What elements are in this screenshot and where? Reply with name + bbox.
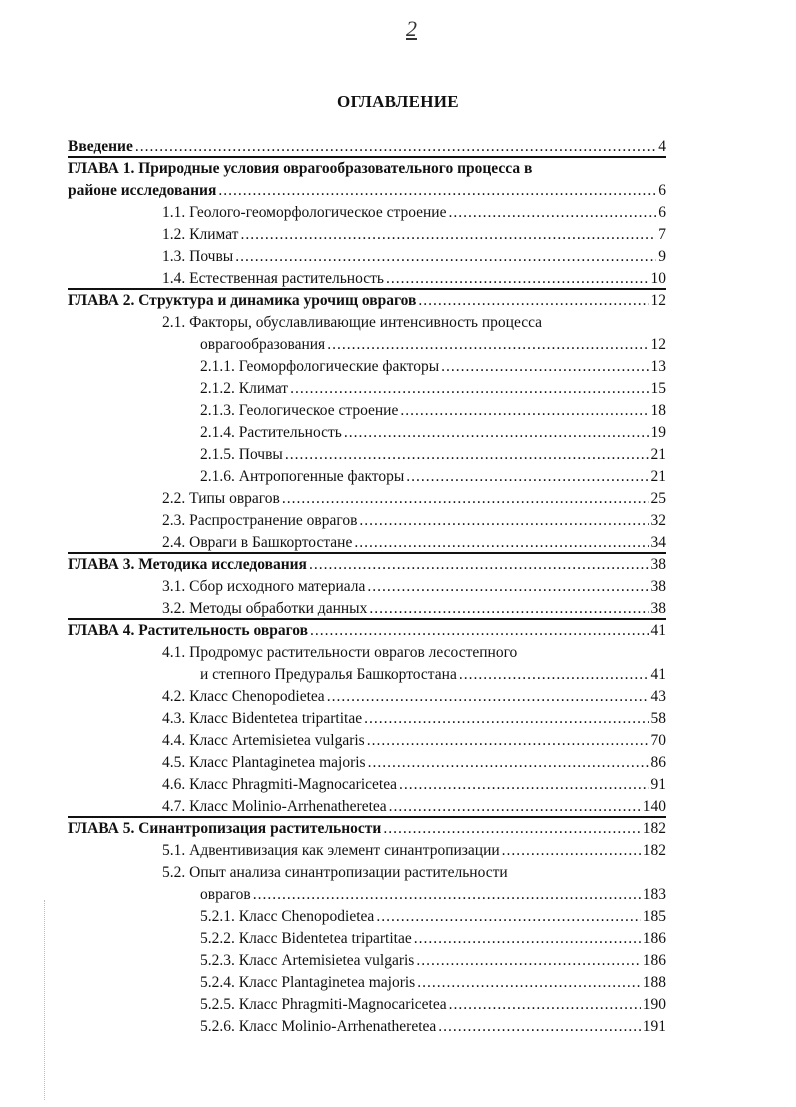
toc-entry-text: 5.2. Опыт анализа синантропизации растительности — [162, 864, 508, 881]
toc-entry-chapter-1-cont — [68, 180, 666, 202]
toc-entry-page: 186 — [642, 930, 666, 947]
toc-entry-text: оврагообразования — [200, 336, 326, 353]
toc-entry-2-1 — [162, 312, 542, 334]
toc-entry-page: 38 — [650, 556, 666, 573]
toc-entry-page: 91 — [650, 776, 666, 793]
toc-entry-text: 5.2.5. Класс Phragmiti-Magnocaricetea — [200, 996, 447, 1013]
toc-entry-text: 4.7. Класс Molinio-Arrhenatheretea — [162, 798, 387, 815]
toc-entry-page: 4 — [658, 138, 666, 155]
toc-entry-text: 5.2.6. Класс Molinio-Arrhenatheretea — [200, 1018, 437, 1035]
toc-entry-text: 2.1.5. Почвы — [200, 446, 283, 463]
toc-entry-text: 5.2.3. Класс Artemisietea vulgaris — [200, 952, 415, 969]
toc-entry-text: 2.1. Факторы, обуславливающие интенсивность процесса — [162, 314, 543, 331]
toc-entry-page: 18 — [650, 402, 666, 419]
toc-entry-text: 4.4. Класс Artemisietea vulgaris — [162, 732, 365, 749]
toc-entry-2-1-1 — [200, 356, 666, 378]
toc-entry-text: ГЛАВА 2. Структура и динамика урочищ оврагов — [68, 292, 417, 309]
toc-entry-page: 183 — [642, 886, 666, 903]
toc-entry-page: 58 — [650, 710, 666, 727]
toc-entry-page: 25 — [650, 490, 666, 507]
toc-entry-text: районе исследования — [68, 182, 217, 199]
toc-entry-2-1-6 — [200, 466, 666, 488]
toc-entry-page: 12 — [650, 336, 666, 353]
toc-entry-page: 6 — [658, 182, 666, 199]
toc-entry-text: 4.1. Продромус растительности оврагов лесостепного — [162, 644, 518, 661]
toc-entry-4-3 — [162, 708, 666, 730]
toc-entry-page: 15 — [650, 380, 666, 397]
toc-entry-page: 10 — [650, 270, 666, 287]
toc-entry-2-2 — [162, 488, 666, 510]
toc-entry-5-2-3 — [200, 950, 666, 972]
toc-entry-3-2 — [162, 598, 666, 620]
toc-entry-4-2 — [162, 686, 666, 708]
toc-entry-page: 188 — [642, 974, 666, 991]
toc-entry-5-1 — [162, 840, 666, 862]
scan-margin-marks — [44, 900, 47, 1100]
toc-entry-5-2-2 — [200, 928, 666, 950]
toc-entry-page: 86 — [650, 754, 666, 771]
toc-entry-chapter-4 — [68, 620, 666, 642]
toc-entry-text: и степного Предуралья Башкортостана — [200, 666, 457, 683]
toc-entry-2-3 — [162, 510, 666, 532]
toc-entry-4-1 — [162, 642, 517, 664]
toc-entry-2-1-5 — [200, 444, 666, 466]
toc-entry-page: 19 — [650, 424, 666, 441]
page-title: ОГЛАВЛЕНИЕ — [337, 92, 459, 111]
toc-entry-4-1-cont — [200, 664, 666, 686]
toc-entry-page: 21 — [650, 446, 666, 463]
toc-entry-page: 182 — [642, 842, 666, 859]
toc-entry-4-6 — [162, 774, 666, 796]
toc-entry-5-2-4 — [200, 972, 666, 994]
toc-entry-page: 43 — [650, 688, 666, 705]
toc-entry-intro — [68, 136, 666, 158]
toc-entry-text: 2.4. Овраги в Башкортостане — [162, 534, 353, 551]
toc-entry-page: 70 — [650, 732, 666, 749]
toc-entry-chapter-3 — [68, 554, 666, 576]
toc-entry-2-4 — [162, 532, 666, 554]
toc-entry-text: ГЛАВА 1. Природные условия оврагообразовательного процесса в — [68, 160, 533, 177]
toc-entry-page: 182 — [642, 820, 666, 837]
toc-entry-page: 191 — [642, 1018, 666, 1035]
toc-entry-text: 2.1.6. Антропогенные факторы — [200, 468, 405, 485]
toc-entry-page: 38 — [650, 600, 666, 617]
toc-entry-page: 186 — [642, 952, 666, 969]
toc-entry-5-2 — [162, 862, 508, 884]
toc-entry-3-1 — [162, 576, 666, 598]
toc-entry-text: 4.3. Класс Bidentetea tripartitae — [162, 710, 363, 727]
toc-entry-page: 34 — [650, 534, 666, 551]
toc-entry-text: 5.2.1. Класс Chenopodietea — [200, 908, 375, 925]
toc-entry-text: 3.1. Сбор исходного материала — [162, 578, 366, 595]
toc-entry-2-1-2 — [200, 378, 666, 400]
toc-entry-page: 6 — [658, 204, 666, 221]
toc-entry-text: 2.3. Распространение оврагов — [162, 512, 358, 529]
toc-entry-text: ГЛАВА 5. Синантропизация растительности — [68, 820, 382, 837]
toc-entry-chapter-2 — [68, 290, 666, 312]
toc-entry-text: 1.3. Почвы — [162, 248, 234, 265]
toc-entry-page: 12 — [650, 292, 666, 309]
toc-entry-page: 38 — [650, 578, 666, 595]
toc-entry-page: 185 — [642, 908, 666, 925]
handwritten-page-number: 2 — [406, 16, 417, 41]
toc-entry-1-1 — [162, 202, 666, 224]
toc-entry-2-1-cont — [200, 334, 666, 356]
toc-entry-text: 1.2. Климат — [162, 226, 239, 243]
toc-entry-page: 9 — [658, 248, 666, 265]
toc-entry-text: 2.1.3. Геологическое строение — [200, 402, 399, 419]
toc-entry-4-4 — [162, 730, 666, 752]
toc-entry-chapter-1 — [68, 158, 532, 180]
toc-entry-4-5 — [162, 752, 666, 774]
toc-entry-text: 4.2. Класс Chenopodietea — [162, 688, 325, 705]
toc-entry-2-1-4 — [200, 422, 666, 444]
toc-entry-page: 41 — [650, 666, 666, 683]
toc-entry-5-2-cont — [200, 884, 666, 906]
toc-entry-page: 140 — [642, 798, 666, 815]
toc-entry-text: Введение — [68, 138, 133, 155]
toc-entry-5-2-5 — [200, 994, 666, 1016]
toc-entry-text: ГЛАВА 4. Растительность оврагов — [68, 622, 308, 639]
toc-entry-1-4 — [162, 268, 666, 290]
toc-entry-chapter-5 — [68, 818, 666, 840]
toc-entry-page: 21 — [650, 468, 666, 485]
toc-entry-text: 4.5. Класс Plantaginetea majoris — [162, 754, 366, 771]
toc-entry-4-7 — [162, 796, 666, 818]
toc-entry-text: 3.2. Методы обработки данных — [162, 600, 368, 617]
toc-entry-page: 7 — [658, 226, 666, 243]
toc-entry-2-1-3 — [200, 400, 666, 422]
toc-entry-text: 4.6. Класс Phragmiti-Magnocaricetea — [162, 776, 397, 793]
toc-entry-text: 2.2. Типы оврагов — [162, 490, 280, 507]
toc-entry-text: оврагов — [200, 886, 251, 903]
toc-entry-5-2-1 — [200, 906, 666, 928]
toc-entry-text: 5.1. Адвентивизация как элемент синантропизации — [162, 842, 500, 859]
toc-entry-text: 1.1. Геолого-геоморфологическое строение — [162, 204, 447, 221]
toc-entry-text: 2.1.1. Геоморфологические факторы — [200, 358, 440, 375]
toc-entry-page: 41 — [650, 622, 666, 639]
toc-entry-text: 2.1.2. Климат — [200, 380, 289, 397]
toc-entry-page: 32 — [650, 512, 666, 529]
toc-entry-text: 5.2.4. Класс Plantaginetea majoris — [200, 974, 416, 991]
toc-entry-page: 13 — [650, 358, 666, 375]
toc-entry-5-2-6 — [200, 1016, 666, 1038]
toc-entry-text: 1.4. Естественная растительность — [162, 270, 384, 287]
toc-entry-text: ГЛАВА 3. Методика исследования — [68, 556, 307, 573]
toc-entry-text: 2.1.4. Растительность — [200, 424, 342, 441]
toc-entry-text: 5.2.2. Класс Bidentetea tripartitae — [200, 930, 412, 947]
toc-entry-1-2 — [162, 224, 666, 246]
toc-entry-1-3 — [162, 246, 666, 268]
toc-entry-page: 190 — [642, 996, 666, 1013]
